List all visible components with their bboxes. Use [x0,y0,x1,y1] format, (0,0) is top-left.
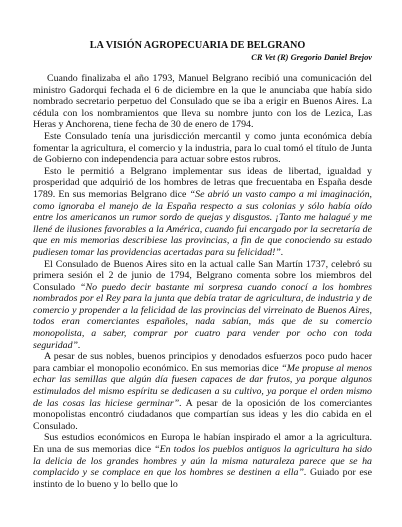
memoir-quote: “Me propuse al menos echar las semillas que algún día fuesen capaces de dar frutos, ya porque algunos estimulados del mismo espíritu se dedicasen a su cultivo, ya porque el orden mismo de las cosas las hiciese germinar”. [33,362,372,409]
paragraph-text: Sus estudios económicos en Europa le habían inspirado el amor a la agricultura. En una de sus memorias dice [33,432,372,455]
paragraph-text: Guiado por ese instinto de lo bueno y lo bello que lo [33,467,373,490]
document-author: CR Vet (R) Gregorio Daniel Brejov [251,53,372,62]
paragraph-text: A pesar de la oposición de los comerciantes monopolistas encontró ciudadanos que compartían sus ideas y les dio cabida en el Consulado. [33,397,372,432]
memoir-quote: “En todos los pueblos antiguos la agricultura ha sido la delicia de los grandes hombres y aún la misma naturaleza parece que se ha complacido y se complace en que los hombres se destinen a ella”. [33,444,372,479]
paragraph-4 [33,259,372,352]
paragraph-3 [33,166,372,259]
paragraph-text: Esto le permitió a Belgrano implementar sus ideas de libertad, igualdad y prosperidad que adquirió de los hombres de letras que frecuentaba en España desde 1789. En sus memorias Belgrano dice [33,165,372,200]
paragraph-text: Cuando finalizaba el año 1793, Manuel Belgrano recibió una comunicación del ministro Gadorqui fechada el 6 de diciembre en la que le anunciaba que había sido nombrado secretario perpetuo del Consulado que se iba a erigir en Buenos Aires. La cédula con los nombramientos que lleva su nombre junto con los de Lezica, Las Heras y Anchorena, tiene fecha de 30 de enero de 1794. [33,73,372,131]
paragraph-text: A pesar de sus nobles, buenos principios y denodados esfuerzos poco pudo hacer para cambiar el monopolio económico. En sus memorias dice [33,351,372,374]
paragraph-2 [33,131,372,166]
paragraph-6 [33,432,372,490]
paragraph-1 [33,73,372,131]
memoir-quote: “Se abrió un vasto campo a mi imaginación, como ignoraba el manejo de la España respecto a sus colonias y sólo había oído entre los americanos un rumor sordo de quejas y disgustos. ¡Tanto me halagué y me llené de ilusiones favorables a la América, cuando fui encargado por la secretaría de que en mis memorias describiese las provincias, a fin de que conociendo su estado pudiesen tomar las providencias acertadas para su felicidad!”. [33,188,372,258]
paragraph-text: El Consulado de Buenos Aires sito en la actual calle San Martín 1737, celebró su primera sesión el 2 de junio de 1794, Belgrano comenta sobre los miembros del Consulado [33,258,372,293]
paragraph-5 [33,351,372,432]
memoir-quote: “No puedo decir bastante mi sorpresa cuando conocí a los hombres nombrados por el Rey para la junta que debía tratar de agricultura, de industria y de comercio y propender a la felicidad de las provincias del virreinato de Buenos Aires, todos eran comerciantes españoles, nada sabían, más que de su comercio monopolista, a saber, comprar por cuatro para vender por ocho con toda seguridad”. [33,281,372,351]
paragraph-text: Este Consulado tenía una jurisdicción mercantil y como junta económica debía fomentar la agricultura, el comercio y la industria, para lo cual tomó el título de Junta de Gobierno con independencia para actuar sobre estos rubros. [33,130,372,166]
document-title: LA VISIÓN AGROPECUARIA DE BELGRANO [89,40,306,51]
